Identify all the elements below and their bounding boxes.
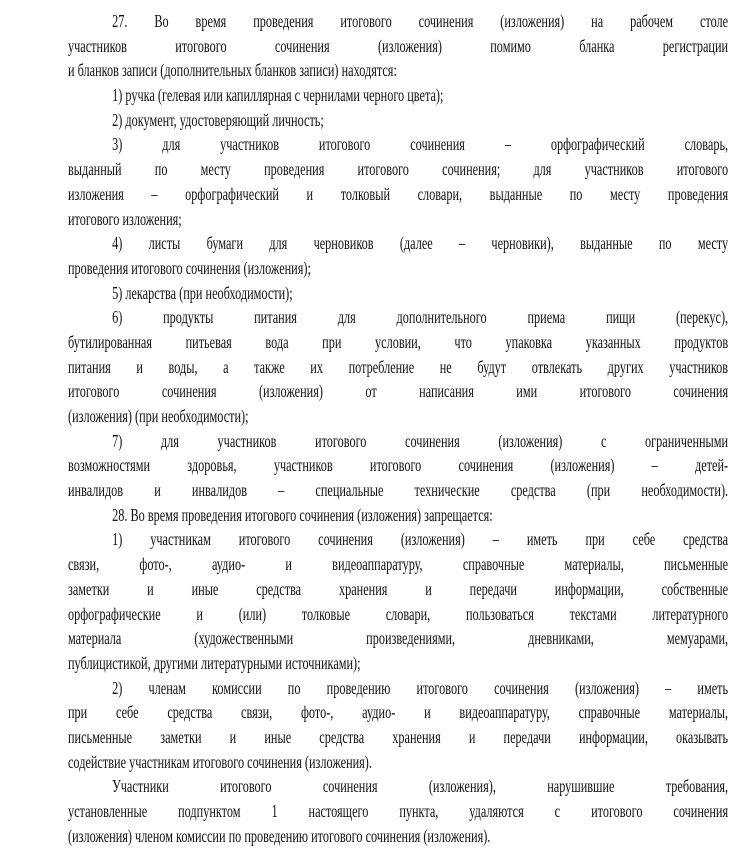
text-line: изложения – орфографический и толковый словари, выданные по месту проведения (68, 183, 729, 204)
paragraph (68, 305, 728, 428)
paragraph (68, 527, 728, 675)
text-line: 4) листы бумаги для черновиков (далее – черновики), выданные по месту (112, 233, 729, 254)
text-line: содействие участникам итогового сочинения (изложения). (68, 751, 372, 772)
text-line: материала (художественными произведениями, дневниками, мемуарами, (68, 628, 729, 649)
text-line: 28. Во время проведения итогового сочинения (изложения) запрещается: (112, 504, 493, 525)
paragraph (68, 132, 728, 231)
text-line: 7) для участников итогового сочинения (изложения) с ограниченными (112, 430, 729, 451)
text-line: связи, фото-, аудио- и видеоаппаратуру, справочные материалы, письменные (68, 554, 729, 575)
text-line: 6) продукты питания для дополнительного приема пищи (перекус), (112, 307, 729, 328)
text-line: 2) документ, удостоверяющий личность; (112, 109, 324, 130)
text-line: 1) участникам итогового сочинения (изложения) – иметь при себе средства (112, 529, 729, 550)
document-body (68, 9, 728, 848)
text-line: письменные заметки и иные средства хранения и передачи информации, оказывать (68, 726, 729, 747)
text-line: орфографические и (или) толковые словари, пользоваться текстами литературного (68, 603, 729, 624)
paragraph (68, 9, 728, 83)
paragraph (68, 281, 728, 306)
text-line: 3) для участников итогового сочинения – орфографический словарь, (112, 134, 729, 155)
text-line: заметки и иные средства хранения и передачи информации, собственные (68, 578, 729, 599)
text-line: возможностями здоровья, участников итогового сочинения (изложения) – детей- (68, 455, 729, 476)
paragraph (68, 231, 728, 280)
text-line: 27. Во время проведения итогового сочинения (изложения) на рабочем столе (112, 11, 729, 31)
text-line: итогового изложения; (68, 208, 182, 229)
text-line: участников итогового сочинения (изложения) помимо бланка регистрации (68, 35, 729, 56)
paragraph (68, 108, 728, 133)
text-line: итогового сочинения (изложения) от написания ими итогового сочинения (68, 381, 729, 402)
text-line: при себе средства связи, фото-, аудио- и видеоаппаратуру, справочные материалы, (68, 702, 729, 723)
text-line: (изложения) (при необходимости); (68, 406, 249, 426)
text-line: (изложения) членом комиссии по проведению итогового сочинения (изложения). (68, 825, 491, 846)
text-line: Участники итогового сочинения (изложения), нарушившие требования, (112, 776, 729, 797)
text-line: публицистикой, другими литературными источниками); (68, 652, 361, 673)
paragraph (68, 676, 728, 775)
text-line: установленные подпунктом 1 настоящего пункта, удаляются с итогового сочинения (68, 801, 729, 821)
text-line: выданный по месту проведения итогового сочинения; для участников итогового (68, 159, 729, 180)
paragraph (68, 774, 728, 848)
text-line: инвалидов и инвалидов – специальные технические средства (при необходимости). (68, 480, 729, 501)
paragraph (68, 503, 728, 528)
text-line: проведения итогового сочинения (изложения); (68, 257, 311, 278)
text-line: 1) ручка (гелевая или капиллярная с чернилами черного цвета); (112, 85, 444, 106)
paragraph (68, 429, 728, 503)
paragraph (68, 83, 728, 108)
text-line: и бланков записи (дополнительных бланков записи) находятся: (68, 60, 397, 81)
text-line: питания и воды, а также их потребление не будут отвлекать других участников (68, 356, 729, 377)
text-line: 5) лекарства (при необходимости); (112, 282, 293, 303)
text-line: 2) членам комиссии по проведению итогового сочинения (изложения) – иметь (112, 677, 729, 698)
text-line: бутилированная питьевая вода при условии, что упаковка указанных продуктов (68, 331, 729, 352)
